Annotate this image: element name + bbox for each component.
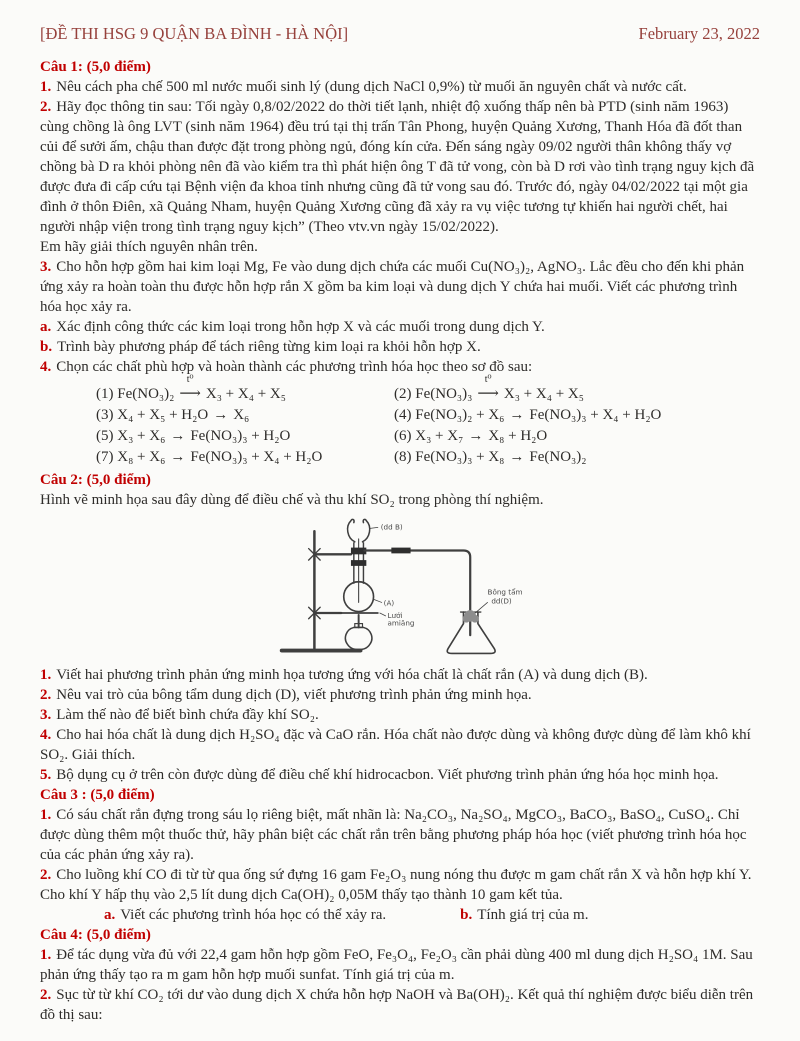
item-marker: b. [460, 907, 473, 923]
equation-rhs: Fe(NO₃)₃ + X₄ + H₂O [190, 449, 323, 465]
label-gauze-2: amiăng [387, 618, 415, 628]
alcohol-lamp [345, 627, 371, 649]
cau2-item2 [40, 685, 760, 705]
equation-lhs: (8) Fe(NO₃)₃ + X₈ [394, 449, 505, 465]
reaction-arrow [509, 405, 524, 426]
equation-grid [96, 374, 760, 470]
cau2-heading: Câu 2: (5,0 điểm) [40, 472, 151, 488]
item-marker: 3. [40, 707, 52, 723]
cau1-item2 [40, 97, 760, 237]
item-text: Trình bày phương pháp để tách riêng từng kim loại ra khỏi hỗn hợp X. [57, 339, 481, 355]
cau1-item3a [40, 317, 760, 337]
reaction-arrow [170, 447, 185, 468]
cau3-item2b [460, 905, 588, 925]
label-cotton-1: Bông tẩm [487, 587, 523, 597]
reaction-arrow [213, 405, 228, 426]
equation-3 [96, 405, 394, 426]
equation-5 [96, 426, 394, 447]
cau2-item1 [40, 665, 760, 685]
equation-lhs: (6) X₃ + X₇ [394, 428, 464, 444]
document-title: [ĐỀ THI HSG 9 QUẬN BA ĐÌNH - HÀ NỘI] [40, 24, 349, 43]
item-text: Hãy đọc thông tin sau: Tối ngày 0,8/02/2022 do thời tiết lạnh, nhiệt độ xuống thấp nên bà PTD (sinh năm 1963) cùng chồng là ông LVT (sinh năm 1964) đều trú tại thị trấn Tân Phong, huyện Quảng Xương, Thanh Hóa đã đốt than củi để sưởi ấm, chậu than được đặt trong phòng ngủ, đóng kín cửa. Đến sáng ngày 09/02 người thân không thấy vợ chồng bà D ra khỏi phòng nên đã vào kiểm tra thì phát hiện ông T đã tử vong, còn bà D rơi vào tình trạng nguy kịch đã được đưa đi cấp cứu tại Bệnh viện đa khoa tỉnh nhưng cũng đã tử vong sau đó. Trước đó, ngày 04/02/2022 tại một gia đình ở thôn Điên, xã Quảng Nham, huyện Quảng Xương cũng đã xảy ra vụ việc tương tự khiến hai người chết, hai người nhập viện trong tình trạng nguy kịch” (Theo vtv.vn ngày 15/02/2022). [40, 99, 755, 235]
arrow-glyph: → [213, 407, 229, 423]
item-marker: 1. [40, 947, 52, 963]
item-marker: 2. [40, 99, 52, 115]
item-marker: a. [104, 907, 116, 923]
equation-4 [394, 405, 760, 426]
reaction-arrow [179, 374, 201, 405]
item-text: Tính giá trị của m. [477, 907, 589, 923]
cau1-item3b [40, 337, 760, 357]
item-text: Bộ dụng cụ ở trên còn được dùng để điều chế khí hidrocacbon. Viết phương trình phản ứng hóa học minh họa. [56, 767, 719, 783]
item-marker: 3. [40, 259, 52, 275]
item-text: Có sáu chất rắn đựng trong sáu lọ riêng biệt, mất nhãn là: Na₂CO₃, Na₂SO₄, MgCO₃, BaCO₃, BaSO₄, CuSO₄. Chỉ được dùng thêm một thuốc thử, hãy phân biệt các chất rắn trên bằng phương pháp hóa học (viết phương trình hóa học của các phản ứng xảy ra). [40, 807, 747, 863]
document-date: February 23, 2022 [638, 24, 760, 43]
item-marker: 4. [40, 727, 52, 743]
equation-6 [394, 426, 760, 447]
equation-rhs: X₃ + X₄ + X₅ [205, 386, 286, 402]
cau3-item2-subparts [104, 905, 760, 925]
equation-2 [394, 374, 760, 405]
dropping-funnel [348, 519, 355, 541]
item-text: Viết các phương trình hóa học có thể xảy ra. [120, 907, 387, 923]
cau1-item1 [40, 77, 760, 97]
apparatus-diagram [40, 513, 760, 663]
item-marker: 4. [40, 359, 52, 375]
equation-8 [394, 447, 760, 468]
item-text: Nêu cách pha chế 500 ml nước muối sinh lý (dung dịch NaCl 0,9%) từ muối ăn nguyên chất và nước cất. [56, 79, 687, 95]
equation-lhs: (5) X₃ + X₆ [96, 428, 166, 444]
item-text: Cho luồng khí CO đi từ từ qua ống sứ đựng 16 gam Fe₂O₃ nung nóng thu được m gam chất rắn X và hỗn hợp khí Y. Cho khí Y hấp thụ vào 2,5 lít dung dịch Ca(OH)₂ 0,05M thấy tạo thành 10 gam kết tủa. [40, 867, 752, 903]
item-text: Xác định công thức các kim loại trong hỗn hợp X và các muối trong dung dịch Y. [56, 319, 545, 335]
cau1-item2-note: Em hãy giải thích nguyên nhân trên. [40, 239, 258, 255]
equation-rhs: Fe(NO₃)₂ [529, 449, 587, 465]
reaction-arrow [468, 426, 483, 447]
label-a: (A) [383, 598, 395, 608]
item-text: Cho hai hóa chất là dung dịch H₂SO₄ đặc và CaO rắn. Hóa chất nào được dùng và không được dùng để làm khô khí SO₂. Giải thích. [40, 727, 751, 763]
cau1-heading: Câu 1: (5,0 điểm) [40, 59, 151, 75]
cau4-item1 [40, 945, 760, 985]
arrow-glyph: → [170, 449, 186, 465]
arrow-glyph: → [509, 449, 525, 465]
lab-apparatus-figure [274, 513, 526, 663]
equation-lhs: (7) X₈ + X₆ [96, 449, 166, 465]
item-marker: 1. [40, 807, 52, 823]
item-marker: 1. [40, 667, 52, 683]
cau1-item3 [40, 257, 760, 317]
cau3-item2 [40, 865, 760, 905]
equation-7 [96, 447, 394, 468]
item-marker: 1. [40, 79, 52, 95]
equation-lhs: (2) Fe(NO₃)₃ [394, 386, 473, 402]
item-text: Chọn các chất phù hợp và hoàn thành các phương trình hóa học theo sơ đồ sau: [56, 359, 533, 375]
label-gauze-1: Lưới [387, 610, 403, 620]
cau2-item3 [40, 705, 760, 725]
equation-rhs: X₆ [233, 407, 250, 423]
cau4-heading: Câu 4: (5,0 điểm) [40, 927, 151, 943]
arrow-glyph: → [468, 428, 484, 444]
item-text: Nêu vai trò của bông tẩm dung dịch (D), viết phương trình phản ứng minh họa. [56, 687, 532, 703]
delivery-tube [364, 550, 470, 635]
item-text: Làm thế nào để biết bình chứa đầy khí SO₂. [56, 707, 319, 723]
equation-1 [96, 374, 394, 405]
equation-lhs: (1) Fe(NO₃)₂ [96, 386, 175, 402]
item-marker: a. [40, 319, 52, 335]
equation-rhs: X₈ + H₂O [488, 428, 548, 444]
equation-rhs: X₃ + X₄ + X₅ [503, 386, 584, 402]
cau4-item2 [40, 985, 760, 1025]
item-text: Sục từ từ khí CO₂ tới dư vào dung dịch X chứa hỗn hợp NaOH và Ba(OH)₂. Kết quả thí nghiệm được biểu diễn trên đồ thị sau: [40, 987, 754, 1023]
document-header [40, 24, 760, 44]
reaction-arrow [509, 447, 524, 468]
item-text: Cho hỗn hợp gồm hai kim loại Mg, Fe vào dung dịch chứa các muối Cu(NO₃)₂, AgNO₃. Lắc đều cho đến khi phản ứng xảy ra hoàn toàn thu được hỗn hợp rắn X gồm ba kim loại và dung dịch Y chứa hai muối. Viết các phương trình hóa học xảy ra. [40, 259, 745, 315]
equation-rhs: Fe(NO₃)₃ + X₄ + H₂O [529, 407, 662, 423]
arrow-glyph: ⟶ [179, 386, 201, 402]
label-dd-b: (dd B) [380, 522, 403, 532]
tube-joint [391, 548, 410, 554]
item-text: Để tác dụng vừa đủ với 22,4 gam hỗn hợp gồm FeO, Fe₃O₄, Fe₂O₃ cần phải dùng 400 ml dung dịch H₂SO₄ 1M. Sau phản ứng thấy tạo ra m gam hỗn hợp muối sunfat. Tính giá trị của m. [40, 947, 753, 983]
arrow-condition: t⁰ [484, 374, 492, 385]
cau3-item2a [104, 905, 386, 925]
item-marker: b. [40, 339, 53, 355]
item-marker: 5. [40, 767, 52, 783]
cau2-item5 [40, 765, 760, 785]
equation-lhs: (4) Fe(NO₃)₂ + X₆ [394, 407, 505, 423]
arrow-condition: t⁰ [186, 374, 194, 385]
arrow-glyph: ⟶ [477, 386, 499, 402]
item-marker: 2. [40, 867, 52, 883]
cau1-item4 [40, 357, 760, 377]
item-text: Viết hai phương trình phản ứng minh họa tương ứng với hóa chất là chất rắn (A) và dung dịch (B). [56, 667, 648, 683]
equation-lhs: (3) X₄ + X₅ + H₂O [96, 407, 209, 423]
cau2-item4 [40, 725, 760, 765]
arrow-glyph: → [509, 407, 525, 423]
label-cotton-2: dd(D) [491, 596, 512, 606]
item-marker: 2. [40, 987, 52, 1003]
reaction-arrow [477, 374, 499, 405]
cau3-heading: Câu 3 : (5,0 điểm) [40, 787, 155, 803]
equation-rhs: Fe(NO₃)₃ + H₂O [190, 428, 291, 444]
arrow-glyph: → [170, 428, 186, 444]
item-marker: 2. [40, 687, 52, 703]
cau3-item1 [40, 805, 760, 865]
reaction-arrow [170, 426, 185, 447]
cau2-intro: Hình vẽ minh họa sau đây dùng để điều chế và thu khí SO₂ trong phòng thí nghiệm. [40, 492, 544, 508]
